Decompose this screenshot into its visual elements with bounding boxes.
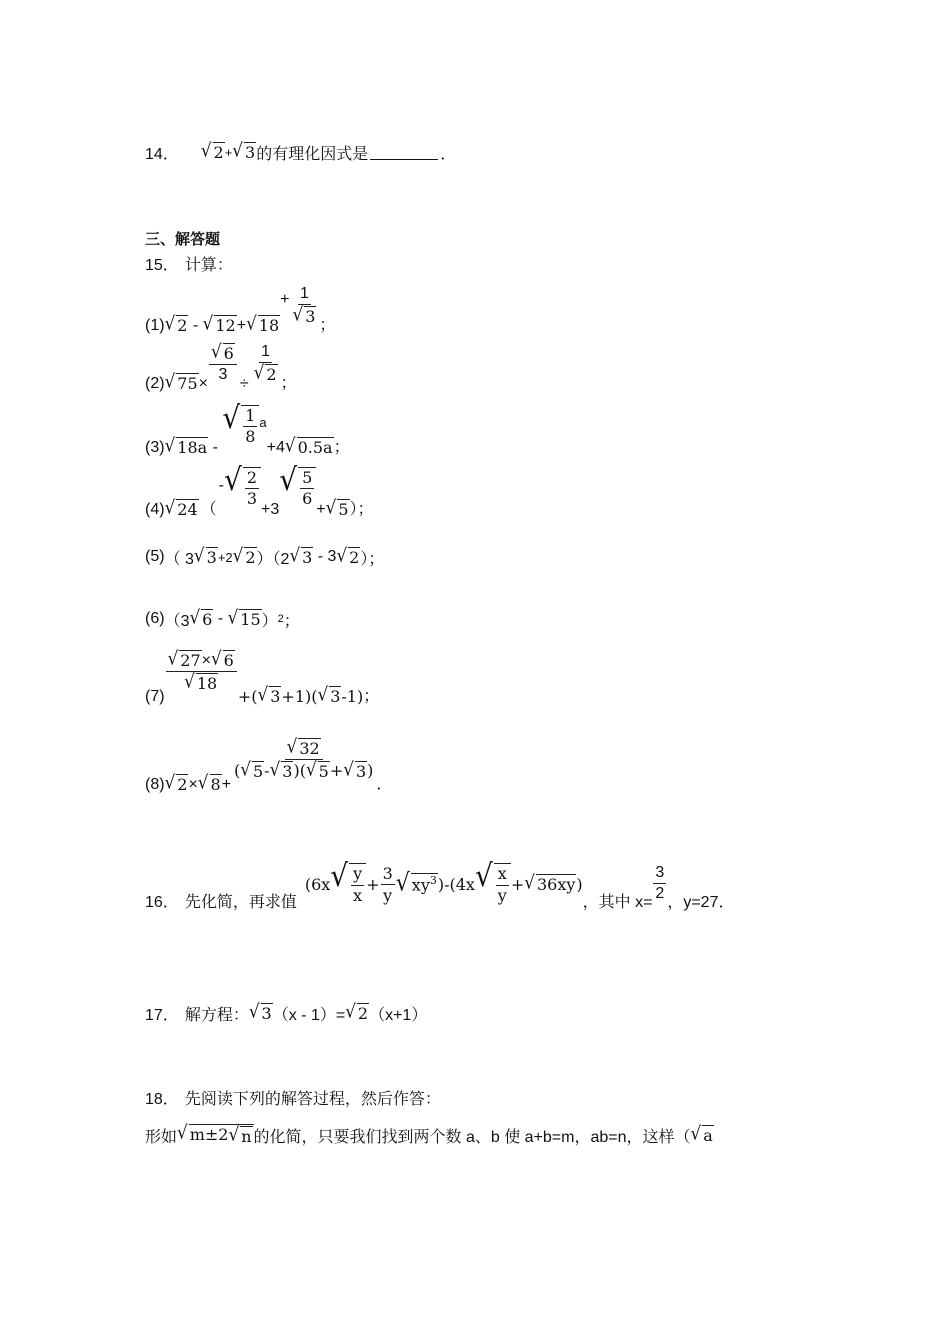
item-5: (5) （ 3 √ 3 +2 √ 2 ）（2 √ 3 - 3 √ 2 ）； xyxy=(145,543,385,568)
item-7: (7) √ 27 × √ 6 √ 18 +( √ 3 +1)( √ 3 -1) ； xyxy=(145,646,380,706)
line-text: 的化简，只要我们找到两个数 a、b 使 a+b=m，ab=n，这样（ xyxy=(253,1128,691,1146)
condition-suffix: ，y=27． xyxy=(667,894,735,911)
item-label: (6) xyxy=(145,610,165,627)
question-18-line2: 形如 √ m±2 √ n 的化简，只要我们找到两个数 a、b 使 a+b=m，ab=n，这样（ √ a xyxy=(145,1120,713,1146)
question-text: 的有理化因式是 xyxy=(256,145,369,163)
question-number: 14． xyxy=(145,145,179,163)
question-number: 15． xyxy=(145,257,179,274)
item-label: (4) xyxy=(145,501,165,518)
item-2: (2) √ 75 × √ 6 3 ÷ 1 √ 2 ； xyxy=(145,339,297,393)
question-prompt: 计算： xyxy=(184,257,233,274)
item-4: (4) √ 24 （ - √ $\frac{2}{3}$ +3 √ $\frac{5}{6}$ + √ 5 ）； xyxy=(145,461,374,519)
item-label: (1) xyxy=(145,317,165,334)
question-number: 16． xyxy=(145,894,179,911)
item-8: (8) √ 2 × √ 8 + √ 32 ( √ 5 - √ 3 )( √ 5 + √ 3 ) ． xyxy=(145,734,393,794)
question-18 xyxy=(145,1084,441,1110)
line-prefix: 形如 xyxy=(145,1128,178,1146)
item-1: (1) √ 2 - √ 12 + √ 18 + 1 √ 3 ； xyxy=(145,285,336,335)
item-6: (6) （3 √ 6 - √ 15 ） 2 ； xyxy=(145,605,300,630)
item-label: (3) xyxy=(145,439,165,456)
item-label: (7) xyxy=(145,688,165,705)
question-17: 17． 解方程： √ 3 （x - 1）= √ 2 （x+1） xyxy=(145,999,428,1024)
question-15 xyxy=(145,252,233,275)
question-prompt: 解方程： xyxy=(184,1006,249,1024)
question-prompt: 先化简，再求值 xyxy=(184,894,297,911)
question-end: ． xyxy=(440,145,457,163)
item-label: (5) xyxy=(145,548,165,565)
question-16: 16． 先化简，再求值 (6x √ $\frac{y}{x}$ + $\frac{3}{y}$ √ $xy^3$ )-(4x √ $\frac{x}{y}$ + √ 36xy ) ，其中 x= $\frac{3}{2}$ ，y=27． xyxy=(145,857,735,911)
answer-blank[interactable] xyxy=(370,145,438,160)
section-title: 三、解答题 xyxy=(145,231,221,248)
item-label: (2) xyxy=(145,375,165,392)
question-number: 17． xyxy=(145,1006,179,1024)
item-label: (8) xyxy=(145,776,165,793)
sqrt-expression: √ 2 xyxy=(200,138,224,162)
sqrt-expression: √ 3 xyxy=(232,138,256,162)
question-number: 18． xyxy=(145,1090,179,1108)
condition-prefix: ，其中 x= xyxy=(582,894,653,911)
expression: (6x √ $\frac{y}{x}$ + $\frac{3}{y}$ √ $xy^3$ )-(4x √ $\frac{x}{y}$ + √ 36xy ) xyxy=(304,857,583,905)
item-3: (3) √ 18a - √ $\frac{1}{8}$ a +4 √ 0.5a ； xyxy=(145,399,350,457)
question-prompt: 先阅读下列的解答过程，然后作答： xyxy=(184,1090,441,1108)
question-14: 14． √ 2 + √ 3 的有理化因式是 ． xyxy=(145,138,457,163)
